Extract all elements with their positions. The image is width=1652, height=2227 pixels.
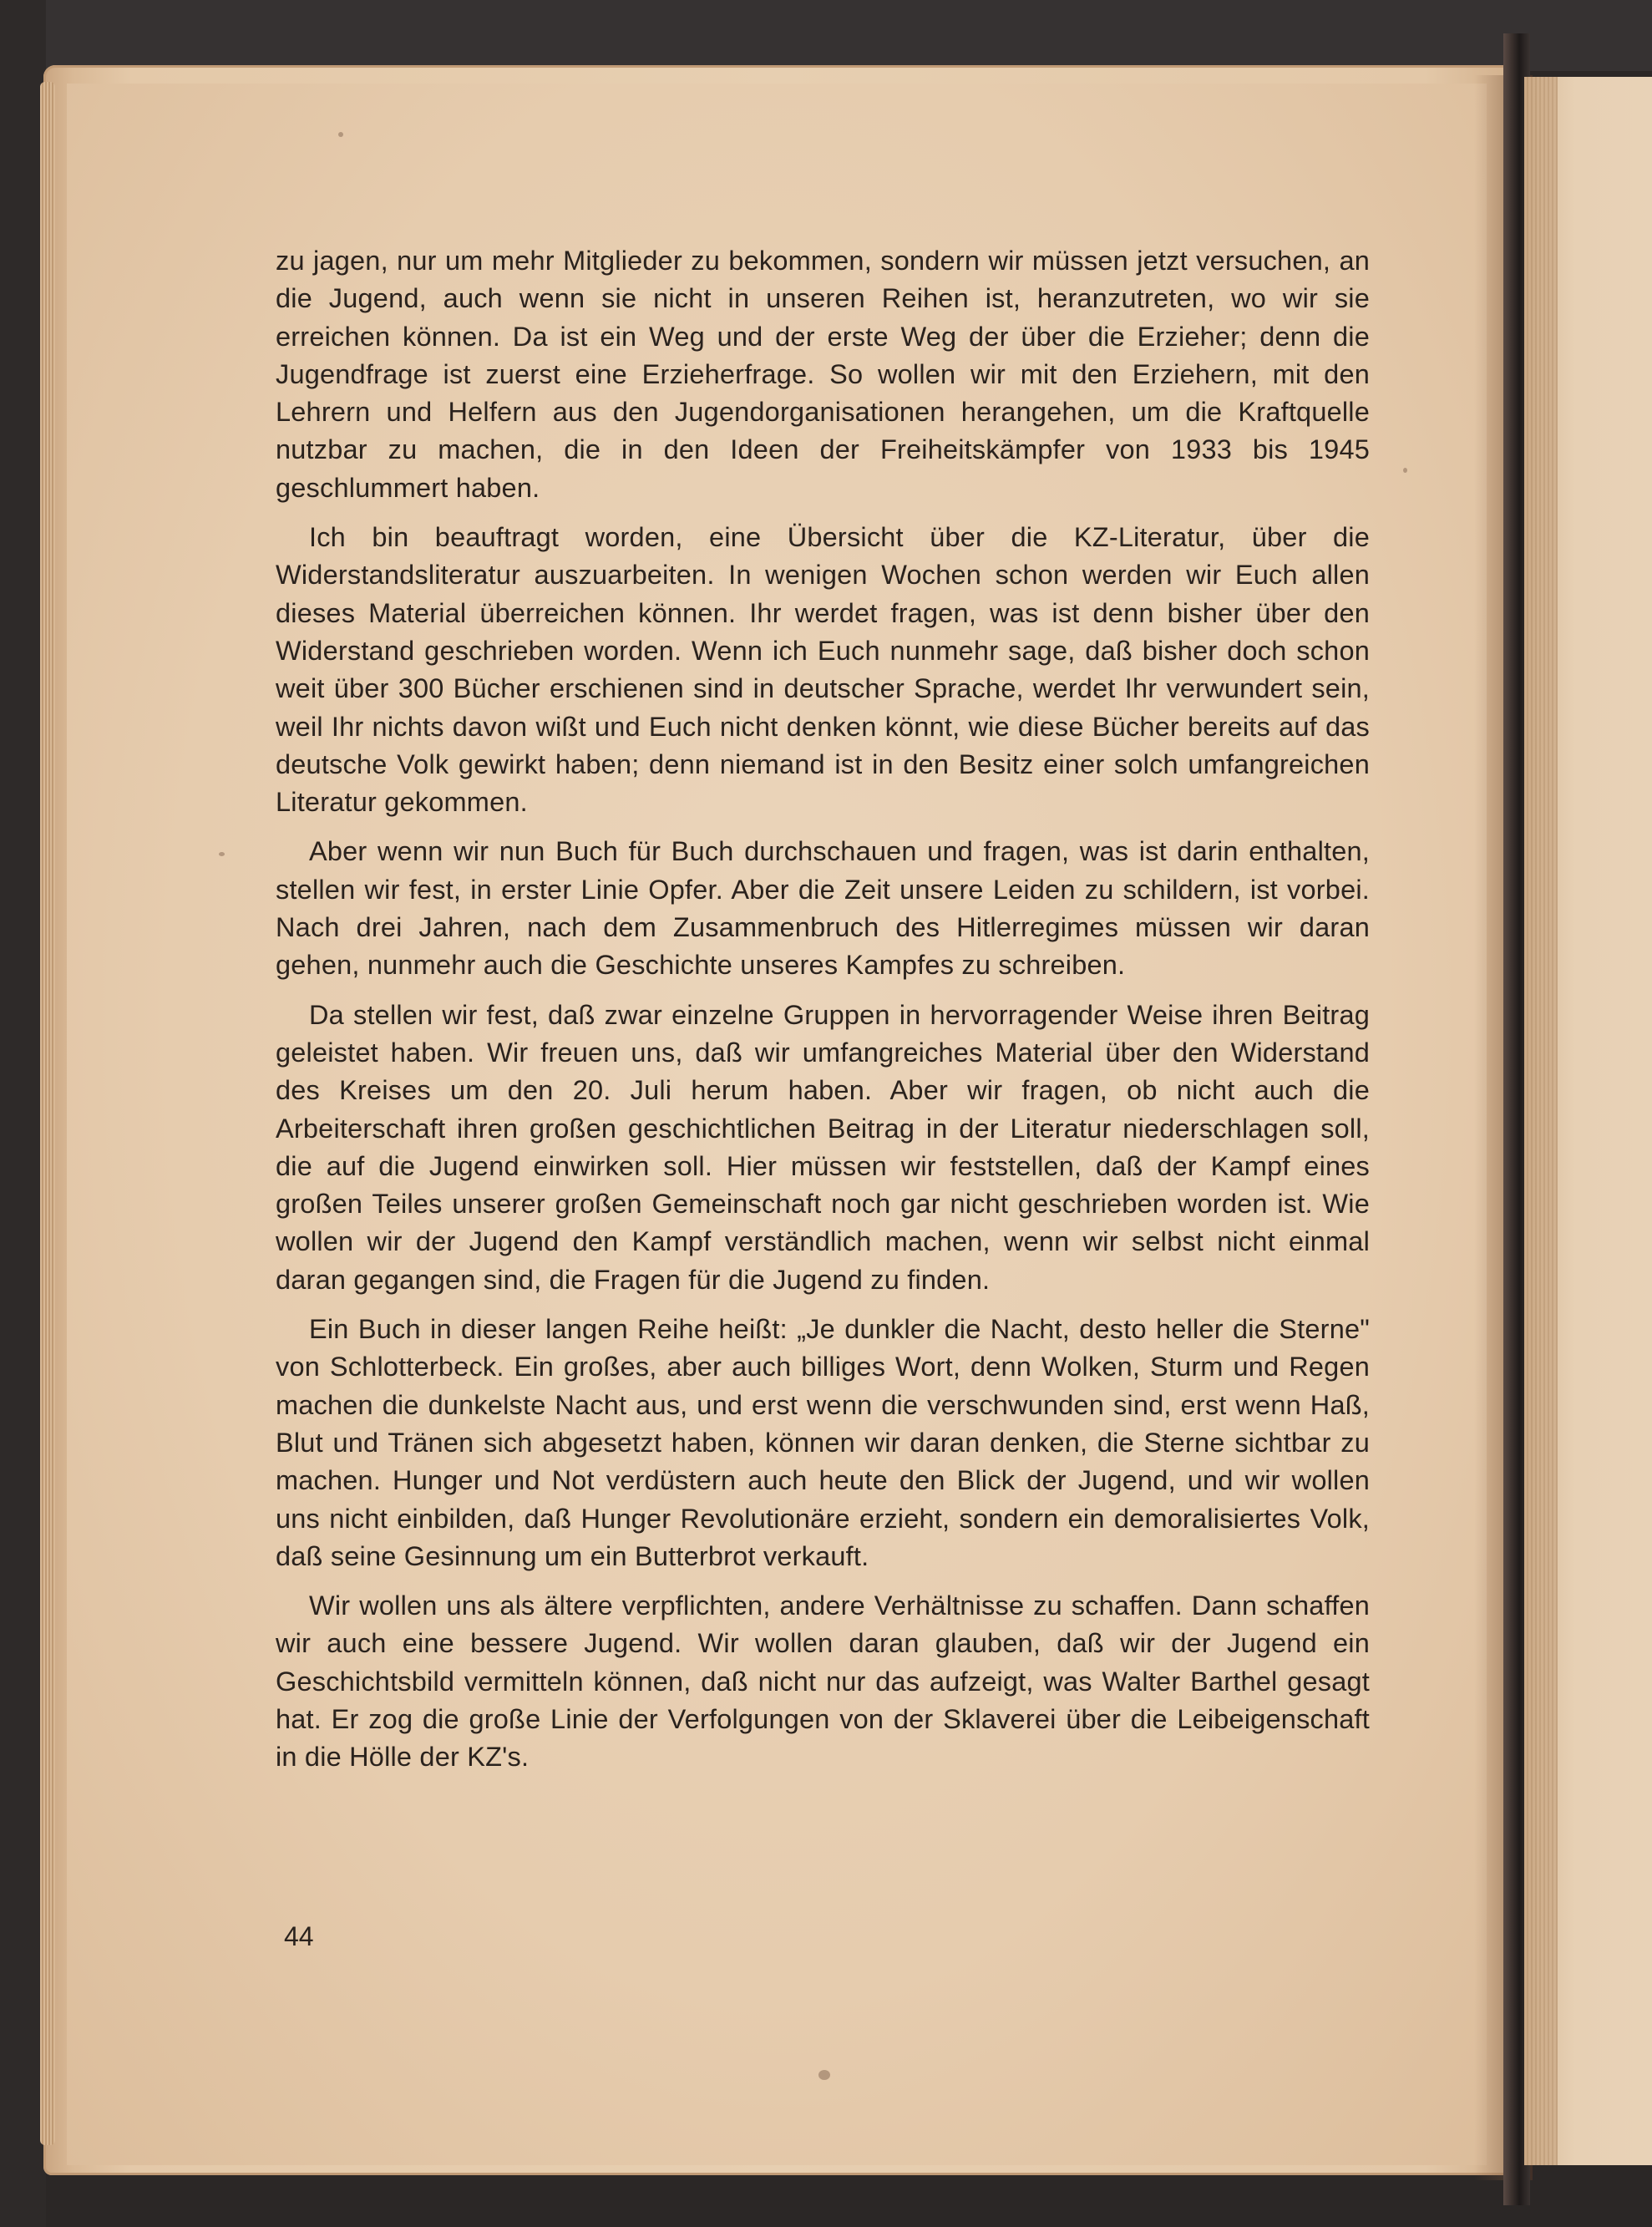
paper-speck [219, 852, 225, 856]
paper-speck [1403, 468, 1407, 473]
paper-speck [818, 2070, 830, 2080]
paragraph: Wir wollen uns als ältere verpflichten, andere Verhältnisse zu schaffen. Dann schaffen wir auch eine bessere Jugend. Wir wollen daran glauben, daß wir der Jugend ein Geschichtsbild vermitteln können, daß nicht nur das aufzeigt, was Walter Barthel gesagt hat. Er zog die große Linie der Verfolgungen von der Sklaverei über die Leibeigenschaft in die Hölle der KZ's. [276, 1590, 1370, 1773]
paragraph: Da stellen wir fest, daß zwar einzelne Gruppen in hervorragender Weise ihren Beitrag geleistet haben. Wir freuen uns, daß wir umfangreiches Material über den Widerstand des Kreises um den 20. Juli herum haben. Aber wir fragen, ob nicht auch die Arbeiterschaft ihren großen geschichtlichen Beitrag in der Literatur niederschlagen soll, die auf die Jugend einwirken soll. Hier müssen wir feststellen, daß der Kampf eines großen Teiles unserer großen Gemeinschaft noch gar nicht geschrieben worden ist. Wie wollen wir der Jugend den Kampf verständlich machen, wenn wir selbst nicht einmal daran gegangen sind, die Fragen für die Jugend zu finden. [276, 999, 1370, 1295]
paragraph: Ein Buch in dieser langen Reihe heißt: „Je dunkler die Nacht, desto heller die Sterne" von Schlotterbeck. Ein großes, aber auch billiges Wort, denn Wolken, Sturm und Regen machen die dunkelste Nacht aus, und erst wenn die verschwunden sind, erst wenn Haß, Blut und Tränen sich abgesetzt haben, können wir daran denken, die Sterne sichtbar zu machen. Hunger und Not verdüstern auch heute den Blick der Jugend, und wir wollen uns nicht einbilden, daß Hunger Revolutionäre erzieht, sondern ein demoralisiertes Volk, daß seine Gesinnung um ein Butterbrot verkauft. [276, 1314, 1370, 1571]
paper-speck [338, 132, 343, 137]
paragraph: Aber wenn wir nun Buch für Buch durchschauen und fragen, was ist darin enthalten, stellen wir fest, in erster Linie Opfer. Aber die Zeit unsere Leiden zu schildern, ist vorbei. Nach drei Jahren, nach dem Zusammenbruch des Hitlerregimes müssen wir daran gehen, nunmehr auch die Geschichte unseres Kampfes zu schreiben. [276, 836, 1370, 981]
background-left [0, 0, 46, 2227]
page-number: 44 [284, 1921, 314, 1951]
paragraph: Ich bin beauftragt worden, eine Übersicht über die KZ-Literatur, über die Widerstandsliteratur auszuarbeiten. In wenigen Wochen schon werden wir Euch allen dieses Material überreichen können. Ihr werdet fragen, was ist denn bisher über den Widerstand geschrieben worden. Wenn ich Euch nunmehr sage, daß bisher doch schon weit über 300 Bücher erschienen sind in deutscher Sprache, werdet Ihr verwundert sein, weil Ihr nichts davon wißt und Euch nicht denken könnt, wie diese Bücher bereits auf das deutsche Volk gewirkt haben; denn niemand ist in den Besitz einer solch umfangreichen Literatur gekommen. [276, 522, 1370, 818]
paragraph: zu jagen, nur um mehr Mitglieder zu bekommen, sondern wir müssen jetzt versuchen, an die Jugend, auch wenn sie nicht in unseren Reihen ist, heranzutreten, wo wir sie erreichen können. Da ist ein Weg und der erste Weg der über die Erzieher; denn die Jugendfrage ist zuerst eine Erzieherfrage. So wollen wir mit den Erziehern, mit den Lehrern und Helfern aus den Jugendorganisationen herangehen, um die Kraftquelle nutzbar zu machen, die in den Ideen der Freiheitskämpfer von 1933 bis 1945 geschlummert haben. [276, 246, 1370, 503]
background-top [0, 0, 1652, 71]
book-page-right [1524, 77, 1652, 2165]
page-body-text [276, 242, 1370, 1788]
